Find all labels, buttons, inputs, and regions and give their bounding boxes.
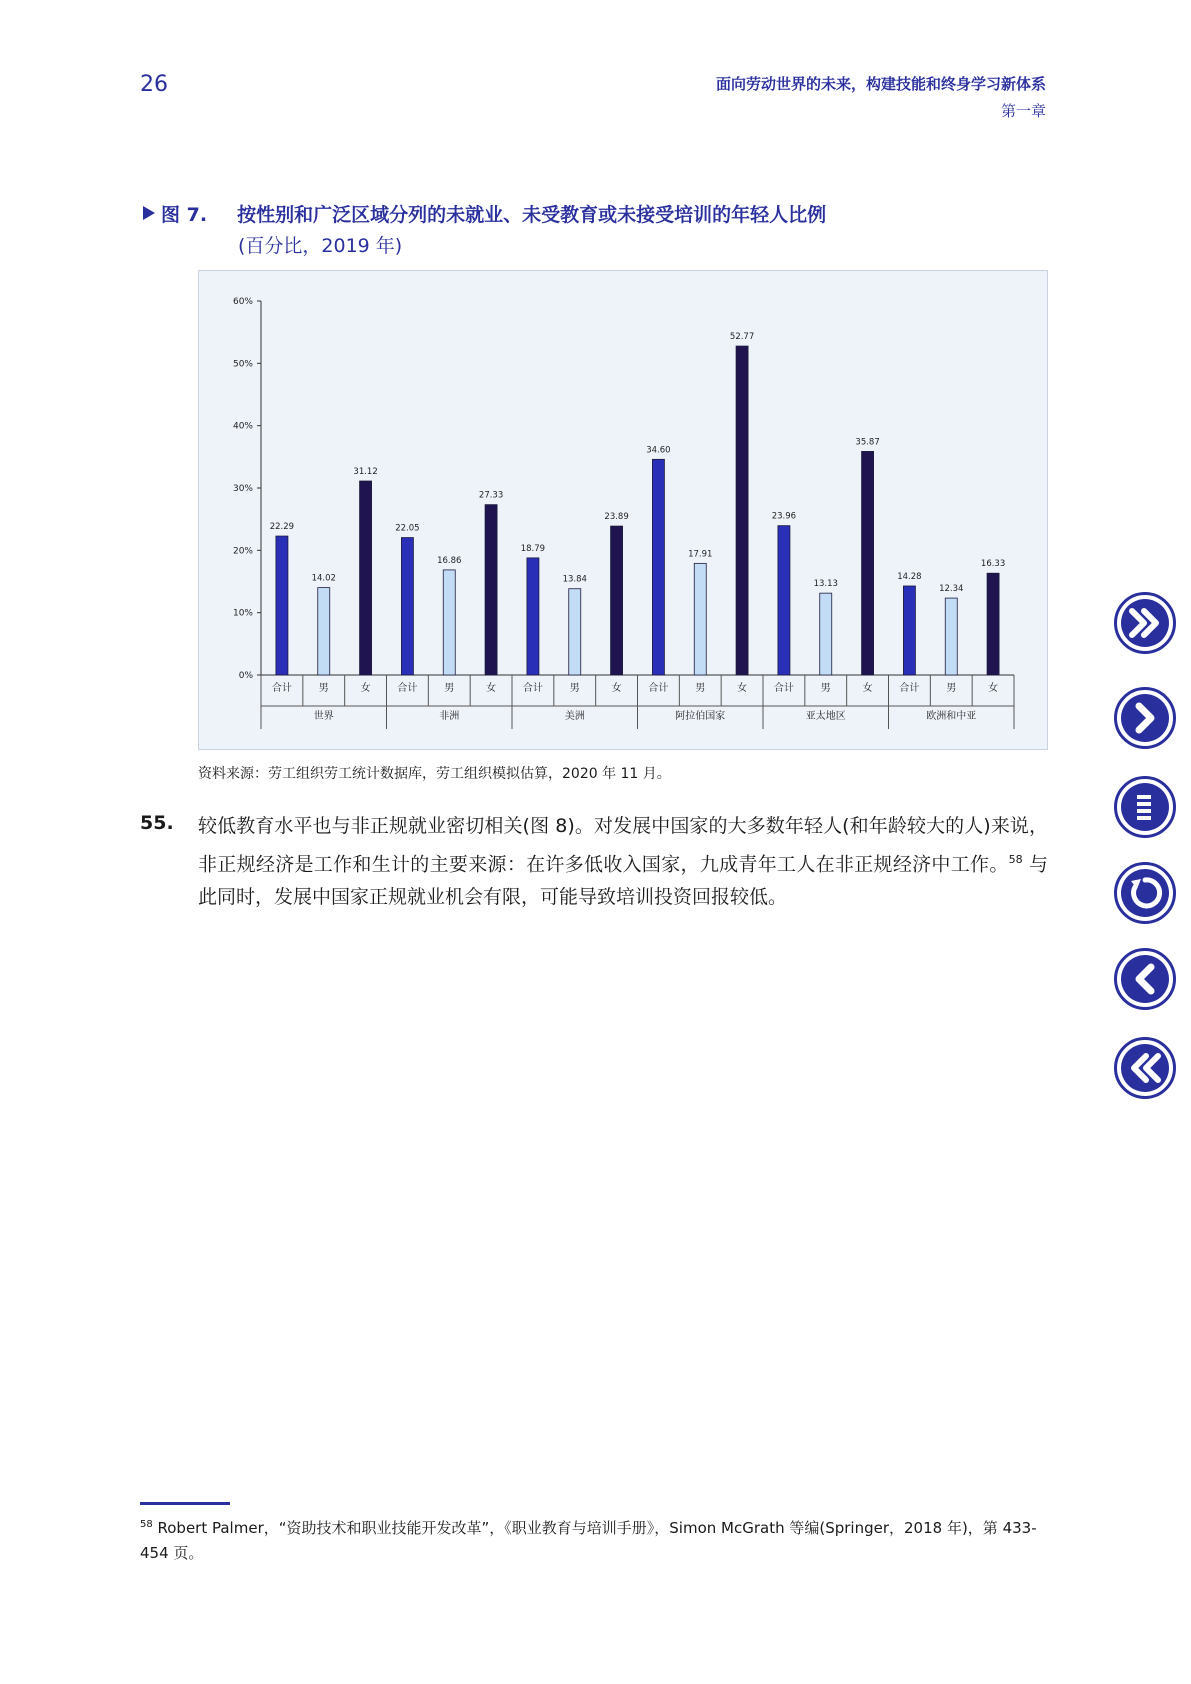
- x-tick-label: 男: [695, 683, 706, 694]
- y-tick-label: 40%: [232, 421, 253, 432]
- paragraph-text-part1: 较低教育水平也与非正规就业密切相关(图 8)。对发展中国家的大多数年轻人(和年龄较大的人)来说，非正规经济是工作和生计的主要来源：在许多低收入国家，九成青年工人在非正规经济中工作。: [198, 815, 1048, 876]
- x-tick-label: 合计: [271, 683, 292, 694]
- paragraph-text: [198, 810, 1048, 914]
- footnote: [140, 1512, 1050, 1566]
- x-tick-label: 合计: [899, 683, 920, 694]
- rewind-icon: [1117, 1040, 1173, 1096]
- footnote-number: 58: [140, 1519, 153, 1530]
- data-label: 31.12: [353, 467, 378, 478]
- y-tick-label: 10%: [232, 608, 253, 619]
- group-label: 阿拉伯国家: [675, 711, 726, 722]
- figure-subtitle: (百分比，2019 年): [238, 235, 403, 257]
- bar-chart: [199, 271, 1047, 749]
- figure-title-text: 按性别和广泛区域分列的未就业、未受教育或未接受培训的年轻人比例: [237, 204, 827, 226]
- data-label: 22.29: [269, 522, 295, 533]
- data-label: 16.86: [437, 555, 462, 566]
- x-tick-label: 合计: [522, 683, 543, 694]
- y-tick-label: 20%: [232, 546, 253, 557]
- fast-forward-icon: [1117, 595, 1173, 651]
- data-label: 16.33: [980, 559, 1006, 570]
- x-tick-label: 女: [988, 683, 999, 694]
- bar: [276, 536, 288, 675]
- bar: [485, 505, 497, 675]
- figure-number: 图 7.: [161, 204, 208, 226]
- group-label: 世界: [313, 711, 334, 722]
- bar: [736, 346, 748, 675]
- footnote-reference[interactable]: 58: [1008, 853, 1023, 866]
- y-tick-label: 60%: [232, 297, 253, 307]
- menu-button[interactable]: [1114, 776, 1176, 838]
- x-tick-label: 女: [486, 683, 497, 694]
- bar: [318, 588, 330, 675]
- rewind-button[interactable]: [1114, 1037, 1176, 1099]
- data-label: 34.60: [646, 445, 671, 456]
- data-label: 23.96: [771, 511, 797, 522]
- x-tick-label: 男: [820, 683, 831, 694]
- bar: [443, 570, 455, 675]
- bar: [903, 586, 915, 675]
- chart-panel: [198, 270, 1048, 750]
- data-label: 22.05: [395, 523, 420, 534]
- next-icon: [1117, 690, 1173, 746]
- refresh-button[interactable]: [1114, 862, 1176, 924]
- bar: [987, 573, 999, 675]
- bar: [401, 538, 413, 675]
- source-note: 资料来源：劳工组织劳工统计数据库，劳工组织模拟估算，2020 年 11 月。: [198, 766, 671, 782]
- data-label: 52.77: [729, 332, 755, 343]
- data-label: 14.28: [897, 571, 922, 582]
- x-tick-label: 合计: [648, 683, 669, 694]
- previous-page-button[interactable]: [1114, 948, 1176, 1010]
- page-number: 26: [140, 72, 168, 97]
- data-label: 13.84: [562, 574, 587, 585]
- y-tick-label: 50%: [232, 359, 253, 370]
- bar: [652, 459, 664, 675]
- x-tick-label: 男: [946, 683, 957, 694]
- running-header-chapter: 第一章: [1000, 102, 1046, 120]
- bar: [611, 526, 623, 675]
- next-page-button[interactable]: [1114, 687, 1176, 749]
- x-tick-label: 女: [862, 683, 873, 694]
- data-label: 13.13: [813, 579, 838, 590]
- bar: [820, 593, 832, 675]
- bar: [862, 451, 874, 675]
- running-header-title: 面向劳动世界的未来，构建技能和终身学习新体系: [715, 75, 1046, 93]
- data-label: 17.91: [688, 549, 713, 560]
- bar: [778, 526, 790, 675]
- x-tick-label: 女: [611, 683, 622, 694]
- previous-icon: [1117, 951, 1173, 1007]
- y-tick-label: 0%: [238, 671, 253, 681]
- data-label: 12.34: [939, 584, 964, 595]
- fast-forward-button[interactable]: [1114, 592, 1176, 654]
- footnote-divider: [140, 1502, 230, 1505]
- bar: [569, 589, 581, 675]
- menu-icon: [1117, 779, 1173, 835]
- footnote-text: Robert Palmer，“资助技术和职业技能开发改革”，《职业教育与培训手册》，Simon McGrath 等编(Springer，2018 年)，第 433-454 页。: [140, 1519, 1037, 1562]
- group-label: 亚太地区: [805, 711, 846, 722]
- triangle-marker-icon: [143, 206, 155, 220]
- x-tick-label: 合计: [397, 683, 418, 694]
- data-label: 14.02: [311, 573, 336, 584]
- data-label: 23.89: [604, 512, 629, 523]
- refresh-icon: [1117, 865, 1173, 921]
- bar: [527, 558, 539, 675]
- group-label: 欧洲和中亚: [926, 711, 977, 722]
- x-tick-label: 男: [444, 683, 455, 694]
- data-label: 35.87: [855, 437, 880, 448]
- bar: [694, 563, 706, 675]
- x-tick-label: 男: [569, 683, 580, 694]
- data-label: 18.79: [520, 543, 546, 554]
- bar: [945, 598, 957, 675]
- x-tick-label: 女: [737, 683, 748, 694]
- group-label: 非洲: [439, 711, 460, 722]
- paragraph-number: 55.: [140, 812, 174, 834]
- paragraph-text-part2: 与此同时，发展中国家正规就业机会有限，可能导致培训投资回报较低。: [198, 853, 1048, 909]
- bar: [360, 481, 372, 675]
- data-label: 27.33: [478, 490, 504, 501]
- figure-title: [143, 200, 826, 227]
- y-tick-label: 30%: [232, 484, 253, 494]
- group-label: 美洲: [564, 711, 585, 722]
- x-tick-label: 女: [360, 683, 371, 694]
- x-tick-label: 男: [318, 683, 329, 694]
- x-tick-label: 合计: [773, 683, 794, 694]
